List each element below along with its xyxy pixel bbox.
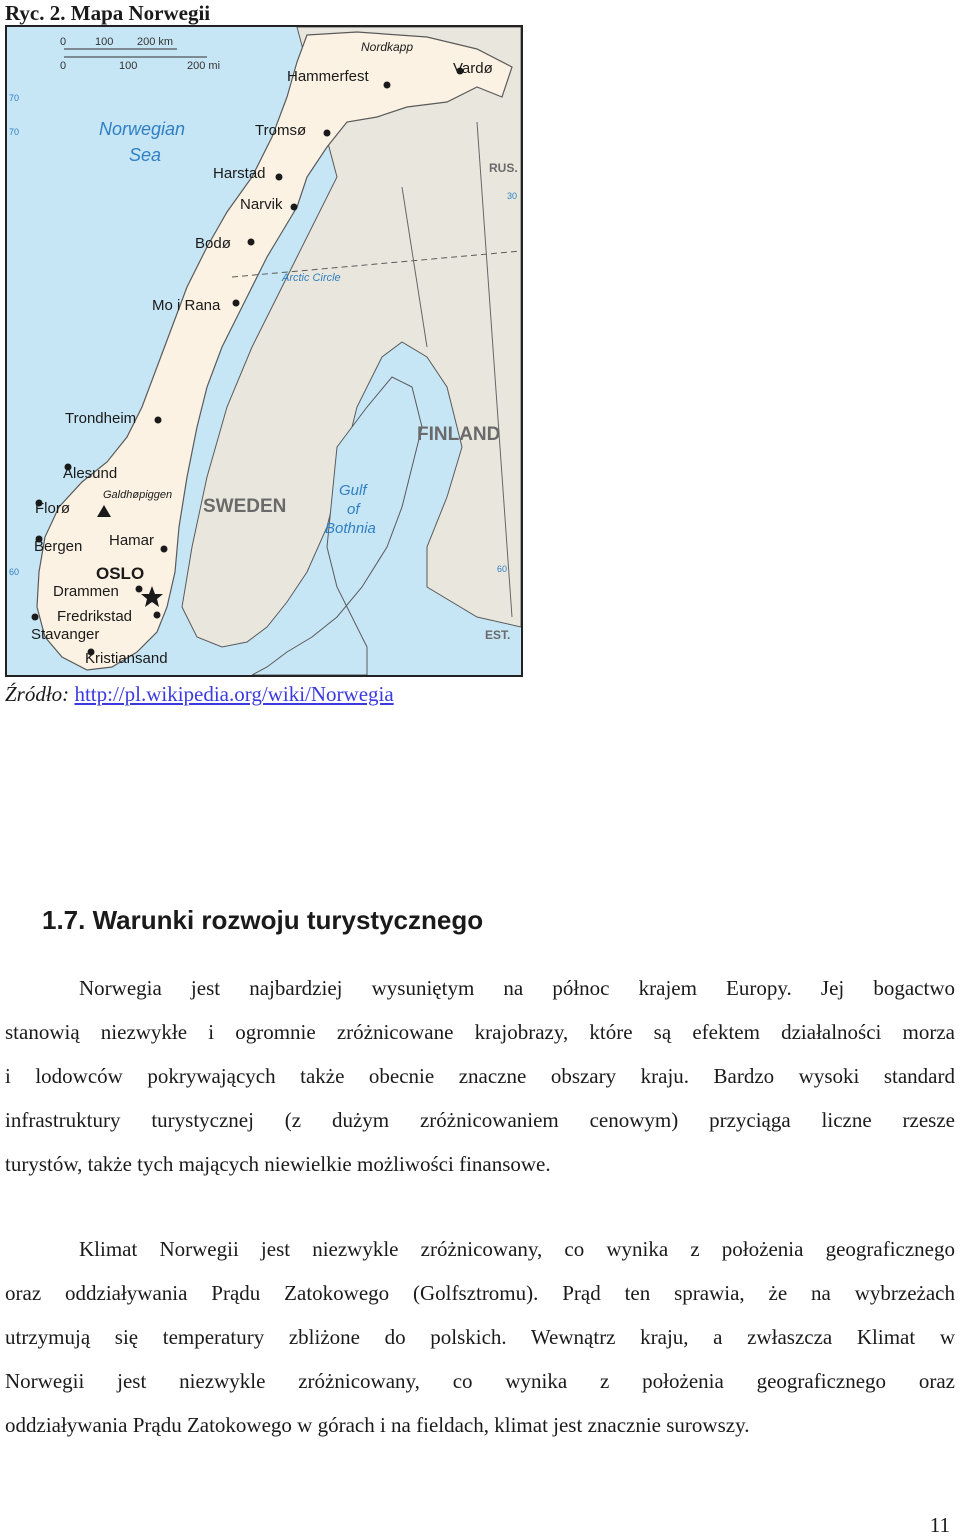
water-label-of: of (347, 501, 360, 518)
marker-trondheim (155, 417, 162, 424)
graticule-label-70-b: 70 (9, 127, 20, 137)
source-label: Źródło: (5, 682, 70, 706)
figure-source (5, 680, 394, 708)
arctic-circle-label: Arctic Circle (282, 272, 341, 284)
marker-narvik (291, 204, 298, 211)
paragraph-tourism (5, 966, 955, 1186)
scale-km-200: 200 km (137, 36, 174, 48)
scale-km-0: 0 (60, 36, 67, 48)
place-label-stavanger: Stavanger (31, 626, 100, 643)
water-label-bothnia: Bothnia (325, 520, 376, 537)
map-svg (7, 27, 521, 675)
page-number: 11 (929, 1513, 950, 1537)
place-label-galdhopiggen: Galdhøpiggen (103, 489, 173, 501)
scale-km-100: 100 (95, 36, 114, 48)
place-label-hamar: Hamar (109, 532, 155, 549)
place-label-drammen: Drammen (53, 583, 119, 600)
place-label-kristiansand: Kristiansand (85, 650, 168, 667)
place-label-floro: Florø (35, 500, 70, 517)
paragraph-line: utrzymują się temperatury zbliżone do polskich. Wewnątrz kraju, a zwłaszcza Klimat w (5, 1325, 955, 1349)
place-label-mo-i-rana: Mo i Rana (152, 297, 221, 314)
place-label-bodo: Bodø (195, 235, 231, 252)
graticule-label-60-a: 60 (9, 567, 20, 577)
marker-tromso (324, 130, 331, 137)
place-label-fredrikstad: Fredrikstad (57, 608, 133, 625)
marker-stavanger (32, 614, 39, 621)
place-label-harstad: Harstad (213, 165, 266, 182)
country-label-russia: RUS. (489, 161, 518, 175)
marker-harstad (276, 174, 283, 181)
graticule-label-30: 30 (507, 191, 518, 201)
place-label-nordkapp: Nordkapp (361, 40, 414, 54)
marker-drammen (136, 586, 143, 593)
paragraph-climate (5, 1227, 955, 1447)
paragraph-line: oraz oddziaływania Prądu Zatokowego (Golfsztromu). Prąd ten sprawia, że na wybrzeżach (5, 1281, 955, 1305)
place-label-bergen: Bergen (34, 538, 83, 555)
water-label-gulf: Gulf (339, 482, 367, 499)
marker-fredrikstad (154, 612, 161, 619)
place-label-alesund: Ålesund (63, 465, 118, 482)
country-label-estonia: EST. (485, 628, 511, 642)
scale-mi-100: 100 (119, 60, 138, 72)
country-label-sweden: SWEDEN (203, 496, 287, 517)
marker-hamar (161, 546, 168, 553)
graticule-label-60-b: 60 (497, 564, 508, 574)
paragraph-line: Norwegii jest niezwykle zróżnicowany, co wynika z położenia geograficznego oraz (5, 1369, 955, 1393)
place-label-hammerfest: Hammerfest (287, 68, 369, 85)
marker-mo-i-rana (233, 300, 240, 307)
water-label-norwegian: Norwegian (99, 119, 186, 139)
section-heading: 1.7. Warunki rozwoju turystycznego (42, 905, 484, 935)
place-label-narvik: Narvik (240, 196, 283, 213)
marker-bodo (248, 239, 255, 246)
paragraph-line: Klimat Norwegii jest niezwykle zróżnicowany, co wynika z położenia geograficznego (79, 1237, 955, 1261)
source-link[interactable]: http://pl.wikipedia.org/wiki/Norwegia (74, 682, 394, 706)
place-label-tromso: Tromsø (255, 122, 307, 139)
norway-map (5, 25, 523, 677)
paragraph-line: oddziaływania Prądu Zatokowego w górach i na fieldach, klimat jest znacznie surowszy. (5, 1413, 750, 1437)
paragraph-line: stanowią niezwykłe i ogromnie zróżnicowane krajobrazy, które są efektem działalności morza (5, 1020, 955, 1044)
paragraph-line: infrastruktury turystycznej (z dużym zróżnicowaniem cenowym) przyciąga liczne rzesze (5, 1108, 955, 1132)
place-label-trondheim: Trondheim (65, 410, 137, 427)
scale-mi-0: 0 (60, 60, 67, 72)
graticule-label-70-a: 70 (9, 93, 20, 103)
place-label-oslo: OSLO (96, 564, 145, 583)
country-label-finland: FINLAND (417, 424, 501, 445)
paragraph-line: Norwegia jest najbardziej wysuniętym na północ krajem Europy. Jej bogactwo (79, 976, 955, 1000)
marker-hammerfest (384, 82, 391, 89)
scale-mi-200: 200 mi (187, 60, 221, 72)
paragraph-line: i lodowców pokrywających także obecnie znaczne obszary kraju. Bardzo wysoki standard (5, 1064, 955, 1088)
place-label-vardo: Vardø (453, 60, 493, 77)
paragraph-line: turystów, także tych mających niewielkie możliwości finansowe. (5, 1152, 551, 1176)
water-label-sea: Sea (129, 145, 162, 165)
figure-caption: Ryc. 2. Mapa Norwegii (5, 1, 211, 25)
